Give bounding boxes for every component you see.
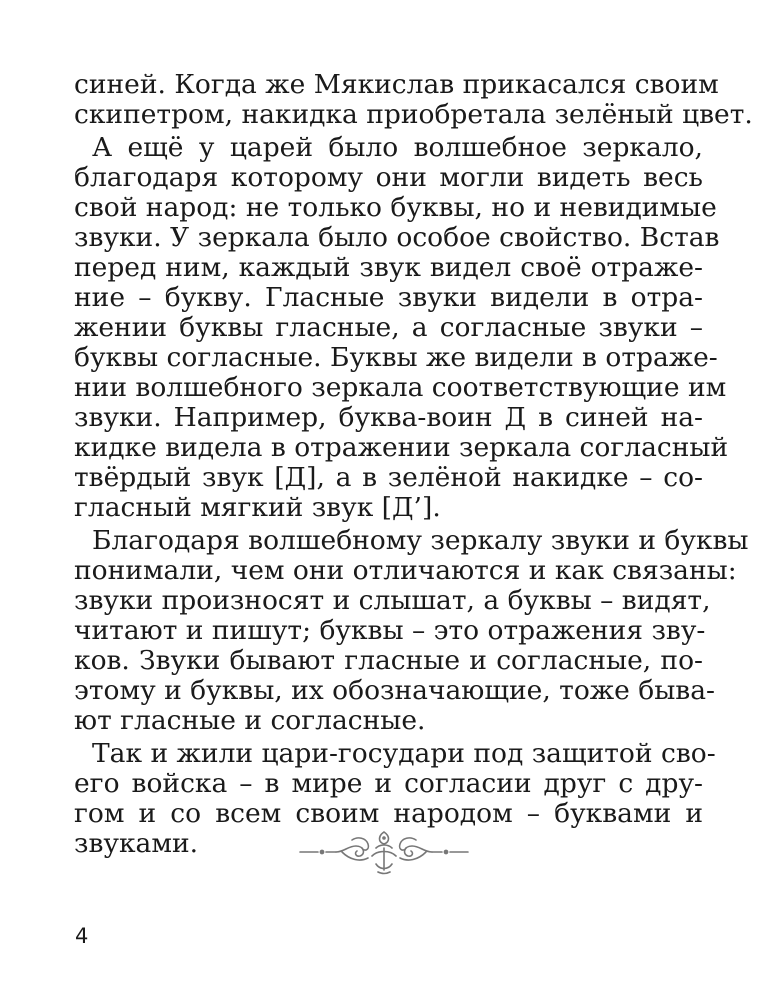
- text-line: синей. Когда же Мякислав прикасался своим: [74, 69, 719, 100]
- text-line: благодаря которому они могли видеть весь: [74, 162, 703, 193]
- text-line: твёрдый звук [Д], а в зелёной накидке – со-: [74, 462, 703, 493]
- paragraph: [74, 69, 753, 130]
- text-line: нии волшебного зеркала соответствующие им: [74, 372, 727, 403]
- text-line: звуки. Например, буква-воин Д в синей на-: [74, 402, 703, 433]
- text-line: жении буквы гласные, а согласные звуки –: [74, 312, 703, 343]
- text-line: его войска – в мире и согласии друг с дру-: [74, 768, 703, 799]
- text-line: ют гласные и согласные.: [74, 705, 426, 736]
- text-line: этому и буквы, их обозначающие, тоже быва-: [74, 675, 715, 706]
- text-line: гом и со всем своим народом – буквами и: [74, 798, 703, 829]
- paragraph: [74, 132, 729, 523]
- text-line: перед ним, каждый звук видел своё отраже-: [74, 252, 703, 283]
- text-line: свой народ: не только буквы, но и невидимые: [74, 192, 717, 223]
- text-line: А ещё у царей было волшебное зеркало,: [92, 132, 703, 163]
- text-line: понимали, чем они отличаются и как связаны:: [74, 555, 737, 586]
- text-line: ков. Звуки бывают гласные и согласные, по-: [74, 645, 703, 676]
- text-line: скипетром, накидка приобретала зелёный цвет.: [74, 99, 753, 130]
- text-line: буквы согласные. Буквы же видели в отраже-: [74, 342, 718, 373]
- text-line: читают и пишут; буквы – это отражения зву-: [74, 615, 706, 646]
- text-line: звуками.: [74, 828, 199, 859]
- text-line: Благодаря волшебному зеркалу звуки и буквы: [92, 525, 749, 556]
- text-line: кидке видела в отражении зеркала согласный: [74, 432, 729, 463]
- text-line: ние – букву. Гласные звуки видели в отра-: [74, 282, 703, 313]
- text-line: Так и жили цари-государи под защитой сво-: [92, 738, 716, 769]
- page-number: 4: [75, 924, 89, 948]
- text-line: звуки. У зеркала было особое свойство. Встав: [74, 222, 720, 253]
- text-body: [74, 69, 753, 859]
- text-line: звуки произносят и слышат, а буквы – видят,: [74, 585, 711, 616]
- paragraph: [74, 525, 749, 736]
- text-line: гласный мягкий звук [Д’].: [74, 492, 441, 523]
- ornamental-divider-icon: [296, 826, 472, 878]
